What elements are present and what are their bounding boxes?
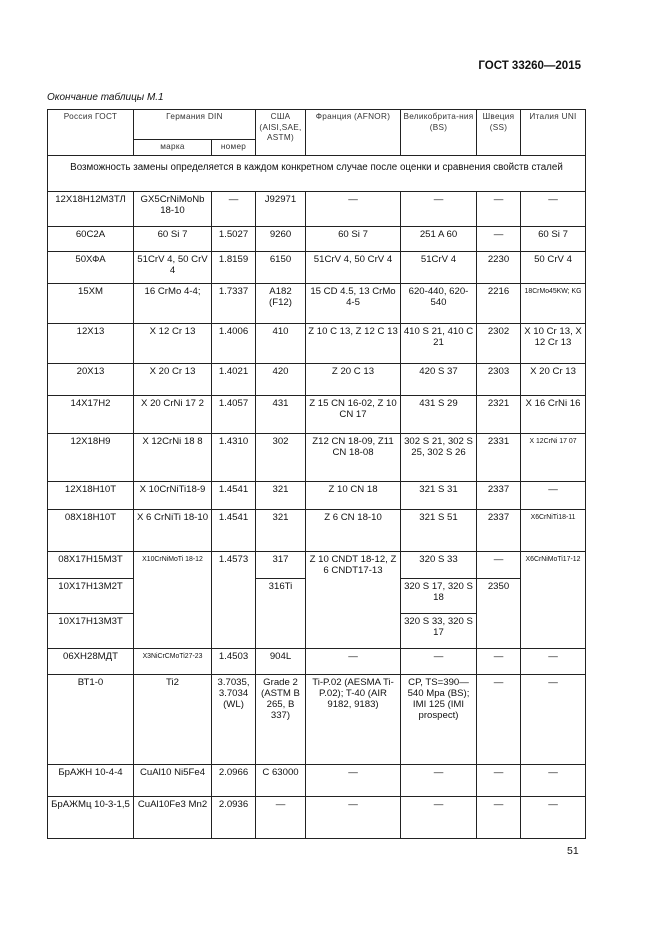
cell-din-mark: X 10CrNiTi18-9 bbox=[134, 481, 212, 509]
cell-sweden: 2350 bbox=[477, 578, 521, 648]
cell-din-number: 1.4541 bbox=[212, 481, 256, 509]
cell-uk: — bbox=[401, 764, 477, 796]
cell-din-number: 1.4006 bbox=[212, 323, 256, 363]
table-row bbox=[48, 191, 586, 226]
steel-equivalents-table bbox=[47, 109, 586, 839]
cell-usa: — bbox=[256, 796, 306, 838]
cell-uk: 320 S 33, 320 S 17 bbox=[401, 613, 477, 648]
cell-din-mark: X 20 CrNi 17 2 bbox=[134, 395, 212, 433]
cell-din-mark: X10CrNiMoTi 18-12 bbox=[134, 551, 212, 648]
cell-uk: 321 S 51 bbox=[401, 509, 477, 551]
header-row bbox=[48, 110, 586, 140]
cell-usa: 420 bbox=[256, 363, 306, 395]
cell-uk: 320 S 33 bbox=[401, 551, 477, 578]
cell-sweden: 2303 bbox=[477, 363, 521, 395]
cell-russia: 14Х17Н2 bbox=[48, 395, 134, 433]
table-caption: Окончание таблицы М.1 bbox=[47, 92, 164, 103]
cell-uk: 51CrV 4 bbox=[401, 251, 477, 283]
table-row bbox=[48, 764, 586, 796]
cell-france: 51CrV 4, 50 CrV 4 bbox=[306, 251, 401, 283]
cell-usa: 904L bbox=[256, 648, 306, 674]
cell-din-mark: X 12 Cr 13 bbox=[134, 323, 212, 363]
cell-uk: 410 S 21, 410 C 21 bbox=[401, 323, 477, 363]
cell-france: Z 20 C 13 bbox=[306, 363, 401, 395]
cell-din-number: 1.4541 bbox=[212, 509, 256, 551]
col-header-sweden: Швеция (SS) bbox=[477, 110, 521, 156]
cell-din-number: 1.4503 bbox=[212, 648, 256, 674]
cell-russia: 06ХН28МДТ bbox=[48, 648, 134, 674]
cell-uk: 302 S 21, 302 S 25, 302 S 26 bbox=[401, 433, 477, 481]
cell-russia: 15ХМ bbox=[48, 283, 134, 323]
cell-italy: — bbox=[521, 191, 586, 226]
col-header-din-number: номер bbox=[212, 140, 256, 156]
col-header-uk: Великобрита-ния (BS) bbox=[401, 110, 477, 156]
cell-sweden: — bbox=[477, 191, 521, 226]
cell-france: Z 6 CN 18-10 bbox=[306, 509, 401, 551]
cell-usa: 410 bbox=[256, 323, 306, 363]
page-number: 51 bbox=[567, 845, 579, 857]
cell-uk: CP, TS=390— 540 Mpa (BS); IMI 125 (IMI prospect) bbox=[401, 674, 477, 764]
cell-russia: 50ХФА bbox=[48, 251, 134, 283]
cell-din-number: 1.4057 bbox=[212, 395, 256, 433]
cell-usa: Grade 2 (ASTM B 265, B 337) bbox=[256, 674, 306, 764]
cell-italy: — bbox=[521, 481, 586, 509]
cell-usa: J92971 bbox=[256, 191, 306, 226]
table-row bbox=[48, 251, 586, 283]
cell-italy: X6CrNiTi18-11 bbox=[521, 509, 586, 551]
cell-france: Z 10 CNDT 18-12, Z 6 CNDT17-13 bbox=[306, 551, 401, 648]
cell-din-number: — bbox=[212, 191, 256, 226]
cell-usa: A182 (F12) bbox=[256, 283, 306, 323]
cell-usa: 316Ti bbox=[256, 578, 306, 648]
cell-russia: 10Х17Н13М2Т bbox=[48, 578, 134, 613]
table-row bbox=[48, 433, 586, 481]
cell-france: — bbox=[306, 191, 401, 226]
cell-din-mark: 51CrV 4, 50 CrV 4 bbox=[134, 251, 212, 283]
cell-italy: — bbox=[521, 648, 586, 674]
cell-sweden: 2230 bbox=[477, 251, 521, 283]
cell-sweden: — bbox=[477, 796, 521, 838]
cell-france: — bbox=[306, 796, 401, 838]
cell-uk: 321 S 31 bbox=[401, 481, 477, 509]
cell-sweden: — bbox=[477, 551, 521, 578]
table-row bbox=[48, 648, 586, 674]
cell-sweden: — bbox=[477, 648, 521, 674]
cell-din-mark: X 12CrNi 18 8 bbox=[134, 433, 212, 481]
cell-din-number: 1.7337 bbox=[212, 283, 256, 323]
cell-sweden: 2216 bbox=[477, 283, 521, 323]
cell-italy: — bbox=[521, 764, 586, 796]
table-row bbox=[48, 323, 586, 363]
cell-italy: 18CrMo45KW; KG bbox=[521, 283, 586, 323]
cell-din-number: 1.4021 bbox=[212, 363, 256, 395]
cell-france: 15 CD 4.5, 13 CrMo 4-5 bbox=[306, 283, 401, 323]
col-header-russia: Россия ГОСТ bbox=[48, 110, 134, 156]
cell-din-mark: 16 CrMo 4-4; bbox=[134, 283, 212, 323]
cell-uk: — bbox=[401, 191, 477, 226]
cell-italy: X 10 Cr 13, X 12 Cr 13 bbox=[521, 323, 586, 363]
cell-din-number: 2.0966 bbox=[212, 764, 256, 796]
cell-usa: 321 bbox=[256, 481, 306, 509]
cell-usa: 317 bbox=[256, 551, 306, 578]
cell-din-number: 3.7035, 3.7034 (WL) bbox=[212, 674, 256, 764]
cell-usa: 431 bbox=[256, 395, 306, 433]
cell-din-number: 2.0936 bbox=[212, 796, 256, 838]
cell-sweden: — bbox=[477, 674, 521, 764]
cell-uk: 420 S 37 bbox=[401, 363, 477, 395]
cell-russia: 12Х18Н9 bbox=[48, 433, 134, 481]
cell-din-mark: GX5CrNiMoNb 18-10 bbox=[134, 191, 212, 226]
cell-italy: X 16 CrNi 16 bbox=[521, 395, 586, 433]
cell-uk: 320 S 17, 320 S 18 bbox=[401, 578, 477, 613]
cell-france: Z 10 C 13, Z 12 C 13 bbox=[306, 323, 401, 363]
cell-sweden: 2337 bbox=[477, 509, 521, 551]
cell-din-number: 1.4310 bbox=[212, 433, 256, 481]
cell-france: 60 Si 7 bbox=[306, 226, 401, 251]
note-row bbox=[48, 155, 586, 191]
cell-italy: 60 Si 7 bbox=[521, 226, 586, 251]
cell-uk: — bbox=[401, 648, 477, 674]
cell-russia: 10Х17Н13М3Т bbox=[48, 613, 134, 648]
cell-france: Ti-P.02 (AESMA Ti-P.02); T-40 (AIR 9182, 9183) bbox=[306, 674, 401, 764]
table-row bbox=[48, 283, 586, 323]
col-header-france: Франция (AFNOR) bbox=[306, 110, 401, 156]
table-row bbox=[48, 551, 586, 578]
cell-usa: C 63000 bbox=[256, 764, 306, 796]
cell-russia: ВТ1-0 bbox=[48, 674, 134, 764]
cell-sweden: 2302 bbox=[477, 323, 521, 363]
document-standard-header: ГОСТ 33260—2015 bbox=[478, 60, 581, 72]
cell-uk: 251 A 60 bbox=[401, 226, 477, 251]
cell-usa: 321 bbox=[256, 509, 306, 551]
cell-din-mark: X3NiCrCMoTi27-23 bbox=[134, 648, 212, 674]
cell-france: — bbox=[306, 648, 401, 674]
cell-russia: БрАЖН 10-4-4 bbox=[48, 764, 134, 796]
cell-sweden: 2337 bbox=[477, 481, 521, 509]
table-row bbox=[48, 674, 586, 764]
col-header-usa: США (AISI,SAE, ASTM) bbox=[256, 110, 306, 156]
cell-usa: 9260 bbox=[256, 226, 306, 251]
cell-russia: 12Х18Н10Т bbox=[48, 481, 134, 509]
cell-uk: 431 S 29 bbox=[401, 395, 477, 433]
cell-italy: — bbox=[521, 674, 586, 764]
col-header-germany: Германия DIN bbox=[134, 110, 256, 140]
cell-russia: БрАЖМц 10-3-1,5 bbox=[48, 796, 134, 838]
cell-france: — bbox=[306, 764, 401, 796]
cell-france: Z 10 CN 18 bbox=[306, 481, 401, 509]
cell-sweden: — bbox=[477, 764, 521, 796]
cell-din-number: 1.4573 bbox=[212, 551, 256, 648]
cell-uk: — bbox=[401, 796, 477, 838]
cell-russia: 12Х13 bbox=[48, 323, 134, 363]
cell-usa: 302 bbox=[256, 433, 306, 481]
table-row bbox=[48, 796, 586, 838]
cell-sweden: 2331 bbox=[477, 433, 521, 481]
cell-sweden: — bbox=[477, 226, 521, 251]
cell-uk: 620-440, 620-540 bbox=[401, 283, 477, 323]
col-header-italy: Италия UNI bbox=[521, 110, 586, 156]
cell-italy: — bbox=[521, 796, 586, 838]
replacement-note: Возможность замены определяется в каждом конкретном случае после оценки и сравнения свойств сталей bbox=[48, 155, 586, 191]
cell-france: Z 15 CN 16-02, Z 10 CN 17 bbox=[306, 395, 401, 433]
cell-sweden: 2321 bbox=[477, 395, 521, 433]
table-row bbox=[48, 481, 586, 509]
cell-din-mark: CuAl10 Ni5Fe4 bbox=[134, 764, 212, 796]
table-row bbox=[48, 363, 586, 395]
cell-din-mark: CuAl10Fe3 Mn2 bbox=[134, 796, 212, 838]
cell-italy: X 20 Cr 13 bbox=[521, 363, 586, 395]
cell-russia: 20Х13 bbox=[48, 363, 134, 395]
cell-russia: 08Х18Н10Т bbox=[48, 509, 134, 551]
cell-usa: 6150 bbox=[256, 251, 306, 283]
cell-italy: 50 CrV 4 bbox=[521, 251, 586, 283]
table-row bbox=[48, 395, 586, 433]
cell-russia: 12Х18Н12М3ТЛ bbox=[48, 191, 134, 226]
cell-din-mark: 60 Si 7 bbox=[134, 226, 212, 251]
cell-italy: X6CrNiMoTi17-12 bbox=[521, 551, 586, 648]
cell-france: Z12 CN 18-09, Z11 CN 18-08 bbox=[306, 433, 401, 481]
cell-din-mark: Ti2 bbox=[134, 674, 212, 764]
cell-italy: X 12CrNi 17 07 bbox=[521, 433, 586, 481]
cell-din-mark: X 6 CrNiTi 18-10 bbox=[134, 509, 212, 551]
table-row bbox=[48, 509, 586, 551]
cell-russia: 60С2А bbox=[48, 226, 134, 251]
cell-russia: 08Х17Н15М3Т bbox=[48, 551, 134, 578]
cell-din-number: 1.8159 bbox=[212, 251, 256, 283]
col-header-din-mark: марка bbox=[134, 140, 212, 156]
table-row bbox=[48, 226, 586, 251]
cell-din-number: 1.5027 bbox=[212, 226, 256, 251]
cell-din-mark: X 20 Cr 13 bbox=[134, 363, 212, 395]
